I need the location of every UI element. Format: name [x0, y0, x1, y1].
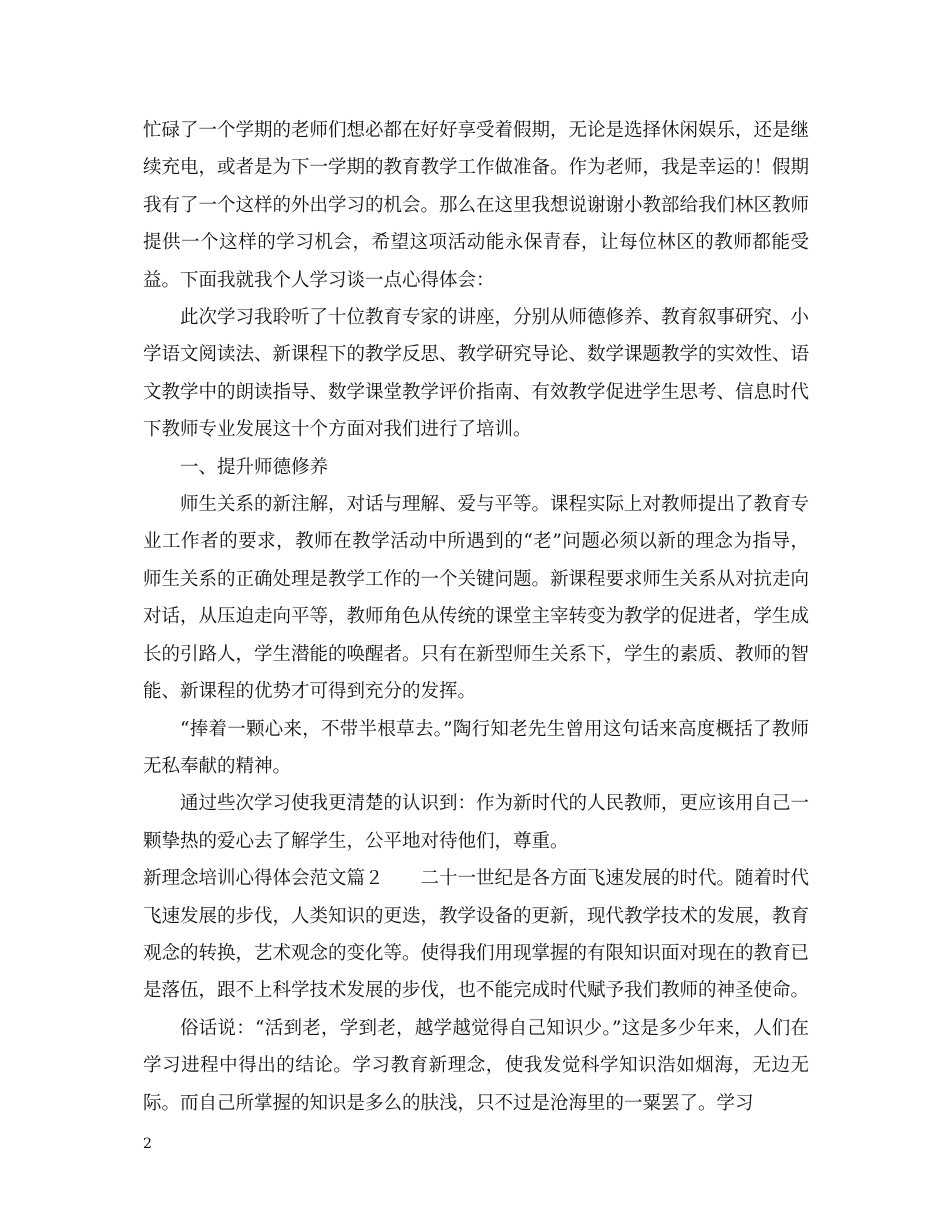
paragraph-realization: 通过些次学习使我更清楚的认识到：作为新时代的人民教师，更应该用自己一颗挚热的爱心去了解学生，公平地对待他们，尊重。: [143, 793, 810, 852]
paragraph-intro: 忙碌了一个学期的老师们想必都在好好享受着假期，无论是选择休闲娱乐，还是继续充电，或者是为下一学期的教育教学工作做准备。作为老师，我是幸运的！假期我有了一个这样的外出学习的机会。那么在这里我想说谢谢小教部给我们林区教师提供一个这样的学习机会，希望这项活动能永保青春，让每位林区的教师都能受益。下面我就我个人学习谈一点心得体会：: [143, 120, 810, 291]
paragraph-teacher-student: 师生关系的新注解，对话与理解、爱与平等。课程实际上对教师提出了教育专业工作者的要求，教师在教学活动中所遇到的“老”问题必须以新的理念为指导，师生关系的正确处理是教学工作的一个关键问题。新课程要求师生关系从对抗走向对话，从压迫走向平等，教师角色从传统的课堂主宰转变为教学的促进者，学生成长的引路人，学生潜能的唤醒者。只有在新型师生关系下，学生的素质、教师的智能、新课程的优势才可得到充分的发挥。: [143, 494, 810, 703]
section-heading-ethics: 一、提升师德修养: [180, 456, 329, 478]
paragraph-lectures: 此次学习我聆听了十位教育专家的讲座，分别从师德修养、教育叙事研究、小学语文阅读法、新课程下的教学反思、教学研究导论、数学课题教学的实效性、语文教学中的朗读指导、数学课堂教学评价指南、有效教学促进学生思考、信息时代下教师专业发展这十个方面对我们进行了培训。: [143, 307, 810, 441]
paragraph-essay-two: 新理念培训心得体会范文篇２ 二十一世纪是各方面飞速发展的时代。随着时代飞速发展的步伐，人类知识的更迭，教学设备的更新，现代教学技术的发展，教育观念的转换，艺术观念的变化等。使得我们用现掌握的有限知识面对现在的教育已是落伍，跟不上科学技术发展的步伐，也不能完成时代赋予我们教师的神圣使命。: [143, 868, 810, 1002]
paragraph-quote-tao: “捧着一颗心来，不带半根草去。”陶行知老先生曾用这句话来高度概括了教师无私奉献的精神。: [143, 718, 809, 777]
document-body: [143, 112, 809, 1122]
page-number: 2: [143, 1136, 152, 1152]
paragraph-proverb: 俗话说：“活到老，学到老，越学越觉得自己知识少。”这是多少年来，人们在学习进程中得出的结论。学习教育新理念，使我发觉科学知识浩如烟海，无边无际。而自己所掌握的知识是多么的肤浅，只不过是沧海里的一粟罢了。学习: [143, 1017, 809, 1114]
